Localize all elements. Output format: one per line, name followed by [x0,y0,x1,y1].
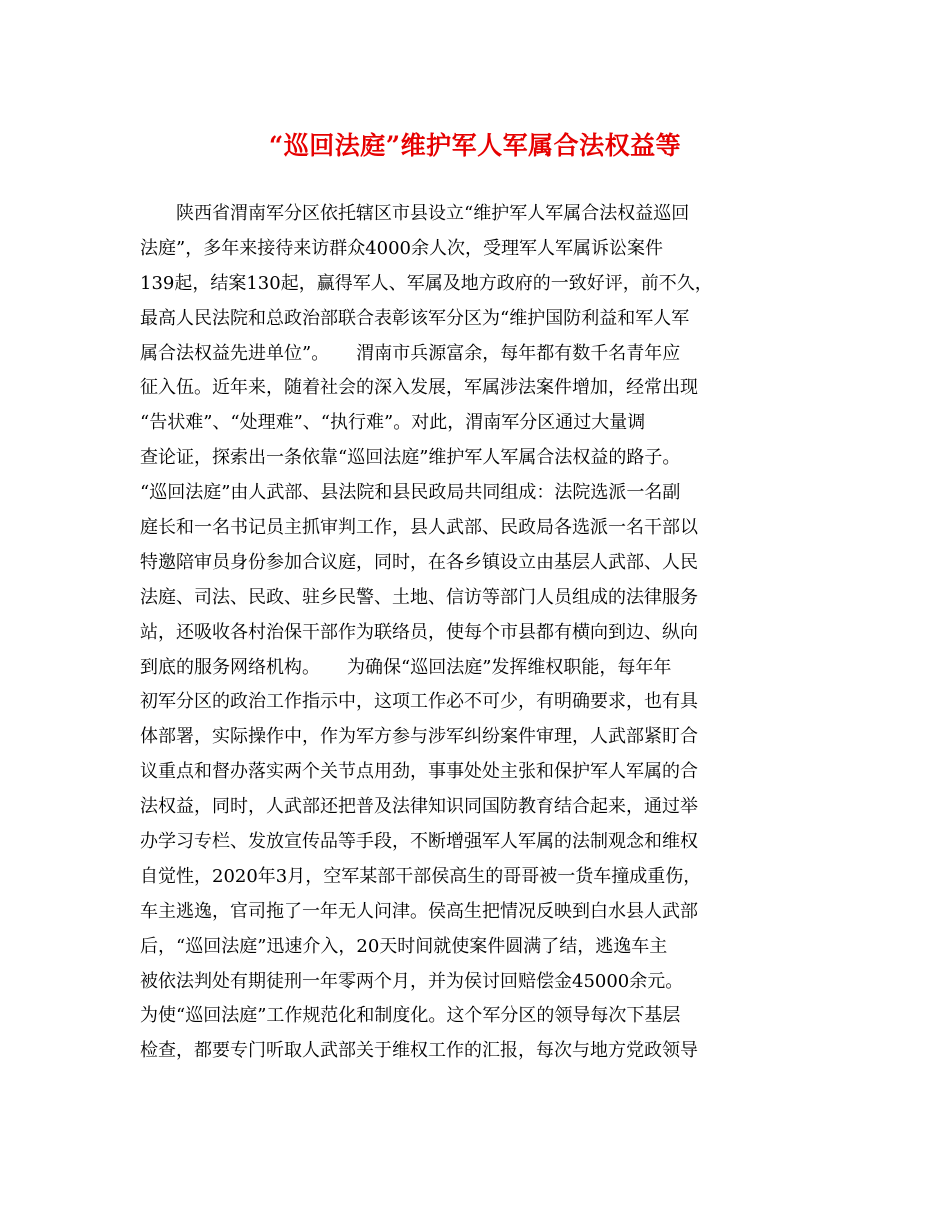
body-line: 检查，都要专门听取人武部关于维权工作的汇报，每次与地方党政领导 [140,1040,698,1062]
body-line: 特邀陪审员身份参加合议庭，同时，在各乡镇设立由基层人武部、人民 [140,551,698,573]
body-line: 办学习专栏、发放宣传品等手段，不断增强军人军属的法制观念和维权 [140,831,698,853]
body-line: “巡回法庭”由人武部、县法院和县民政局共同组成：法院选派一名副 [140,482,681,504]
body-line: 车主逃逸，官司拖了一年无人问津。侯高生把情况反映到白水县人武部 [140,900,698,922]
body-line: 自觉性，2020年3月，空军某部干部侯高生的哥哥被一货车撞成重伤， [140,865,702,887]
body-line: 征入伍。近年来，随着社会的深入发展，军属涉法案件增加，经常出现 [140,377,698,399]
body-line: 最高人民法院和总政治部联合表彰该军分区为“维护国防利益和军人军 [140,307,690,329]
body-line: 站，还吸收各村治保干部作为联络员，使每个市县都有横向到边、纵向 [140,621,698,643]
body-line: 初军分区的政治工作指示中，这项工作必不可少，有明确要求，也有具 [140,691,698,713]
body-line: 到底的服务网络机构。 为确保“巡回法庭”发挥维权职能，每年年 [140,656,672,678]
body-line: 法权益，同时，人武部还把普及法律知识同国防教育结合起来，通过举 [140,796,698,818]
body-line: 体部署，实际操作中，作为军方参与涉军纠纷案件审理，人武部紧盯合 [140,726,698,748]
body-line: 议重点和督办落实两个关节点用劲，事事处处主张和保护军人军属的合 [140,761,698,783]
body-line: 法庭”，多年来接待来访群众4000余人次，受理军人军属诉讼案件 [140,237,664,259]
document-body [140,197,824,1069]
document-title: “巡回法庭”维护军人军属合法权益等 [268,131,682,160]
body-line: 查论证，探索出一条依靠“巡回法庭”维护军人军属合法权益的路子。 [140,447,681,469]
body-line: 后，“巡回法庭”迅速介入，20天时间就使案件圆满了结，逃逸车主 [140,935,668,957]
body-line: 为使“巡回法庭”工作规范化和制度化。这个军分区的领导每次下基层 [140,1005,681,1027]
body-line: 陕西省渭南军分区依托辖区市县设立“维护军人军属合法权益巡回 [140,203,690,224]
body-line: 法庭、司法、民政、驻乡民警、土地、信访等部门人员组成的法律服务 [140,586,698,608]
body-line: 庭长和一名书记员主抓审判工作，县人武部、民政局各选派一名干部以 [140,517,698,539]
body-line: 139起，结案130起，赢得军人、军属及地方政府的一致好评，前不久， [140,272,713,294]
body-line: 属合法权益先进单位”。 渭南市兵源富余，每年都有数千名青年应 [140,342,681,364]
body-line: “告状难”、“处理难”、“执行难”。对此，渭南军分区通过大量调 [140,412,646,434]
body-line: 被依法判处有期徒刑一年零两个月，并为侯讨回赔偿金45000余元。 [140,970,684,992]
